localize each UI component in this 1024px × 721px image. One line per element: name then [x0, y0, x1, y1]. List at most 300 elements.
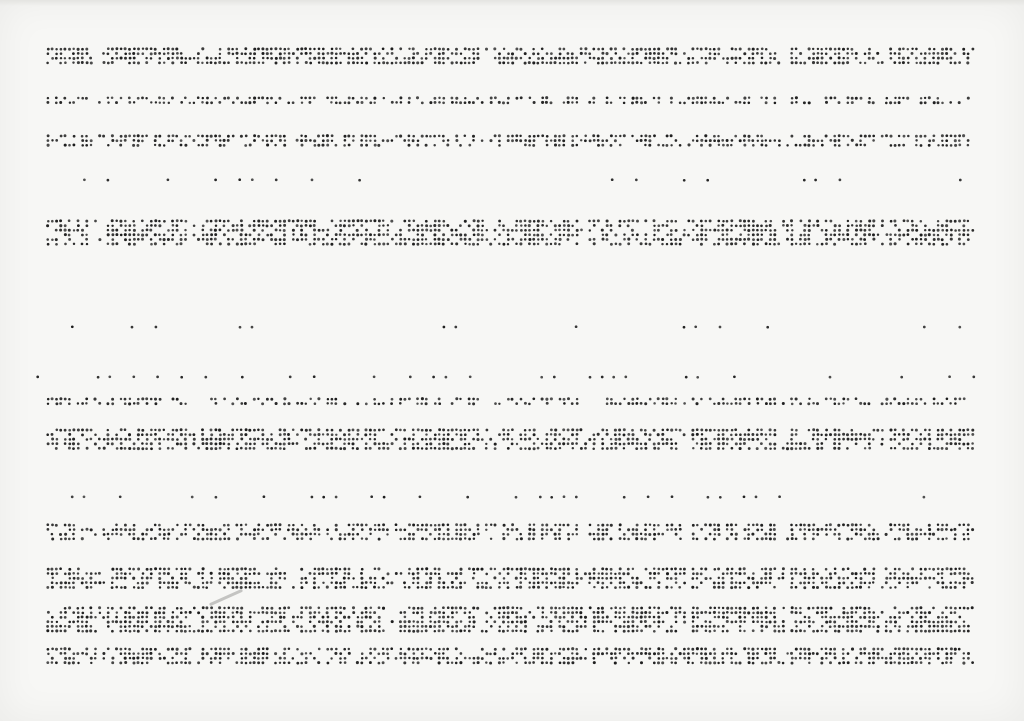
braille-dot	[795, 648, 798, 651]
braille-dot	[731, 568, 734, 571]
braille-dot	[670, 586, 672, 588]
braille-dot	[807, 238, 810, 241]
braille-dot	[69, 577, 71, 579]
braille-dot	[511, 630, 514, 633]
braille-dot	[623, 616, 625, 618]
braille-dot	[606, 402, 609, 405]
braille-dot	[906, 647, 909, 650]
braille-dot	[924, 577, 927, 580]
braille-dot	[404, 442, 407, 445]
braille-dot	[533, 582, 536, 585]
braille-dot	[713, 48, 716, 51]
braille-dot	[515, 57, 518, 60]
braille-dot	[756, 52, 759, 55]
braille-dot	[120, 56, 123, 59]
braille-dot	[429, 52, 432, 55]
braille-dot	[68, 433, 71, 436]
braille-dot	[540, 376, 543, 379]
braille-dot	[176, 229, 179, 232]
braille-dot	[576, 398, 578, 400]
braille-dot	[266, 647, 269, 650]
braille-dot	[558, 47, 561, 50]
braille-dot	[326, 233, 329, 236]
braille-dot	[124, 625, 127, 628]
braille-dot	[171, 61, 174, 64]
braille-dot	[313, 577, 316, 580]
braille-dot	[412, 447, 415, 450]
braille-dot	[477, 233, 480, 236]
braille-dot	[128, 533, 131, 536]
braille-dot	[666, 134, 669, 137]
braille-dot	[141, 648, 144, 651]
braille-dot	[812, 52, 815, 55]
braille-dot	[717, 625, 720, 628]
braille-dot	[485, 529, 487, 531]
braille-dot	[287, 48, 290, 51]
braille-dot	[567, 234, 570, 237]
braille-dot	[722, 238, 725, 241]
braille-dot	[812, 139, 815, 142]
braille-dot	[761, 537, 764, 540]
braille-dot	[322, 61, 325, 64]
braille-dot	[937, 573, 940, 576]
braille-dot	[443, 326, 446, 329]
braille-dot	[292, 620, 295, 623]
braille-dot	[103, 533, 106, 536]
braille-dot	[464, 433, 467, 436]
braille-dot	[81, 229, 84, 232]
braille-dot	[455, 625, 458, 628]
braille-dot	[300, 229, 303, 232]
braille-dot	[218, 429, 221, 432]
braille-dot	[920, 220, 923, 223]
braille-dot	[481, 238, 484, 241]
braille-dot	[834, 630, 837, 633]
braille-line	[36, 375, 975, 378]
braille-dot	[648, 625, 651, 628]
braille-dot	[657, 397, 660, 400]
braille-dot	[579, 428, 582, 431]
braille-dot	[920, 533, 922, 535]
braille-dot	[898, 442, 901, 445]
braille-dot	[283, 397, 286, 400]
braille-dot	[829, 648, 832, 651]
braille-dot	[692, 620, 694, 622]
braille-dot	[73, 524, 76, 527]
braille-dot	[206, 581, 209, 584]
braille-dot	[150, 238, 153, 241]
braille-dot	[348, 219, 351, 222]
braille-dot	[687, 234, 690, 237]
braille-dot	[344, 630, 347, 633]
braille-dot	[64, 442, 67, 445]
braille-dot	[817, 52, 820, 55]
braille-dot	[365, 586, 368, 589]
braille-dot	[756, 523, 759, 526]
braille-dot	[855, 606, 858, 609]
braille-dot	[610, 582, 613, 585]
braille-dot	[77, 52, 80, 55]
braille-dot	[743, 567, 746, 570]
braille-dot	[933, 447, 935, 449]
braille-dot	[576, 533, 578, 535]
braille-dot	[72, 52, 75, 55]
braille-dot	[262, 443, 265, 446]
braille-dot	[714, 607, 717, 610]
braille-dot	[679, 572, 682, 575]
braille-dot	[799, 648, 802, 651]
braille-dot	[782, 572, 785, 575]
braille-dot	[64, 573, 67, 576]
braille-dot	[214, 97, 216, 99]
braille-dot	[120, 428, 123, 431]
braille-dot	[107, 243, 110, 246]
braille-dot	[954, 442, 957, 445]
braille-dot	[407, 648, 410, 651]
braille-dot	[193, 57, 195, 59]
braille-dot	[279, 616, 282, 619]
braille-dot	[249, 242, 252, 245]
braille-dot	[713, 438, 715, 440]
braille-dot	[399, 62, 402, 65]
braille-dot	[958, 326, 961, 329]
braille-dot	[958, 572, 961, 575]
braille-dot	[90, 139, 93, 142]
braille-dot	[619, 625, 622, 628]
braille-dot	[615, 611, 618, 614]
braille-dot	[679, 144, 682, 147]
braille-dot	[559, 648, 561, 650]
braille-dot	[133, 528, 136, 531]
braille-dot	[352, 139, 354, 141]
braille-dot	[572, 586, 575, 589]
braille-dot	[898, 611, 901, 614]
braille-dot	[623, 581, 626, 584]
braille-dot	[68, 429, 71, 432]
braille-dot	[532, 238, 535, 241]
braille-dot	[284, 139, 286, 141]
braille-dot	[421, 630, 423, 632]
braille-dot	[610, 57, 613, 60]
braille-dot	[563, 220, 566, 223]
braille-dot	[210, 229, 213, 232]
braille-dot	[451, 581, 454, 584]
braille-dot	[907, 62, 909, 64]
braille-dot	[713, 57, 716, 60]
braille-dot	[867, 402, 870, 405]
braille-dot	[748, 48, 751, 51]
braille-dot	[679, 528, 682, 531]
braille-dot	[318, 48, 321, 51]
braille-dot	[567, 611, 570, 614]
braille-dot	[425, 220, 428, 223]
braille-dot	[790, 611, 793, 614]
braille-dot	[476, 97, 479, 100]
braille-dot	[202, 606, 205, 609]
braille-dot	[300, 233, 303, 236]
braille-dot	[313, 528, 316, 531]
braille-dot	[468, 238, 471, 241]
braille-dot	[597, 433, 600, 436]
braille-dot	[631, 615, 634, 618]
braille-dot	[235, 524, 238, 527]
braille-dot	[202, 648, 205, 651]
braille-dot	[644, 586, 647, 589]
braille-dot	[219, 53, 221, 55]
braille-dot	[378, 219, 381, 222]
braille-dot	[163, 53, 166, 56]
braille-dot	[171, 97, 174, 100]
braille-dot	[721, 224, 724, 227]
braille-dot	[550, 243, 552, 245]
braille-dot	[64, 61, 67, 64]
braille-dot	[791, 442, 794, 445]
braille-dot	[279, 57, 282, 60]
braille-dot	[571, 139, 574, 142]
braille-dot	[331, 97, 334, 100]
braille-dot	[816, 572, 819, 575]
braille-dot	[751, 433, 754, 436]
braille-dot	[709, 144, 712, 147]
braille-dot	[674, 572, 677, 575]
braille-dot	[670, 528, 673, 531]
braille-dot	[241, 376, 244, 379]
braille-dot	[958, 229, 961, 232]
braille-dot	[102, 135, 105, 138]
braille-dot	[288, 219, 291, 222]
braille-dot	[966, 57, 969, 60]
braille-dot	[606, 433, 609, 436]
braille-dot	[472, 577, 475, 580]
braille-dot	[163, 568, 166, 571]
braille-dot	[459, 233, 462, 236]
braille-dot	[838, 537, 841, 540]
braille-dot	[275, 528, 277, 530]
braille-dot	[408, 101, 411, 104]
braille-dot	[760, 581, 763, 584]
braille-dot	[313, 233, 316, 236]
braille-dot	[296, 533, 299, 536]
braille-dot	[370, 581, 373, 584]
braille-dot	[270, 572, 273, 575]
braille-dot	[159, 398, 162, 401]
braille-dot	[360, 219, 363, 222]
braille-dot	[201, 47, 204, 50]
braille-dot	[481, 101, 484, 104]
braille-dot	[438, 61, 441, 64]
braille-dot	[420, 528, 422, 530]
braille-dot	[202, 582, 204, 584]
braille-dot	[416, 442, 419, 445]
braille-dot	[382, 442, 385, 445]
braille-dot	[412, 443, 415, 446]
braille-dot	[915, 62, 917, 64]
braille-dot	[722, 437, 725, 440]
braille-dot	[932, 568, 935, 571]
braille-dot	[347, 616, 350, 619]
braille-dot	[752, 57, 755, 60]
braille-dot	[498, 572, 501, 575]
braille-dot	[159, 607, 162, 610]
braille-dot	[967, 139, 970, 142]
braille-dot	[907, 537, 910, 540]
braille-dot	[360, 224, 363, 227]
braille-dot	[808, 620, 811, 623]
braille-dot	[572, 447, 574, 449]
braille-dot	[662, 52, 665, 55]
braille-dot	[636, 139, 639, 142]
braille-dot	[756, 48, 759, 51]
braille-dot	[644, 238, 647, 241]
braille-dot	[159, 620, 162, 623]
braille-dot	[72, 101, 75, 104]
braille-dot	[326, 586, 329, 589]
braille-dot	[666, 224, 669, 227]
braille-dot	[889, 577, 892, 580]
braille-dot	[812, 586, 815, 589]
braille-dot	[928, 96, 931, 99]
braille-dot	[701, 625, 704, 628]
braille-dot	[524, 429, 527, 432]
braille-dot	[446, 443, 449, 446]
braille-dot	[549, 61, 552, 64]
braille-dot	[59, 625, 62, 628]
braille-dot	[718, 238, 721, 241]
braille-dot	[718, 607, 720, 609]
braille-dot	[601, 524, 604, 527]
braille-dot	[89, 606, 92, 609]
braille-dot	[937, 647, 940, 650]
braille-dot	[102, 528, 105, 531]
braille-dot	[468, 398, 471, 401]
braille-dot	[559, 568, 562, 571]
braille-dot	[533, 442, 536, 445]
braille-dot	[446, 144, 449, 147]
braille-dot	[447, 433, 450, 436]
braille-dot	[967, 229, 970, 232]
braille-dot	[51, 220, 54, 223]
braille-dot	[146, 229, 149, 232]
braille-dot	[468, 616, 471, 619]
braille-dot	[524, 577, 527, 580]
braille-dot	[825, 398, 828, 401]
braille-dot	[77, 429, 80, 432]
braille-dot	[761, 529, 763, 531]
braille-dot	[701, 224, 704, 227]
braille-dot	[928, 620, 931, 623]
braille-dot	[85, 135, 88, 138]
braille-dot	[601, 567, 604, 570]
braille-dot	[206, 233, 209, 236]
braille-dot	[722, 607, 724, 609]
braille-dot	[128, 433, 131, 436]
braille-dot	[343, 442, 346, 445]
braille-dot	[842, 48, 845, 51]
braille-dot	[773, 433, 776, 436]
braille-dot	[601, 620, 604, 623]
braille-dot	[46, 523, 49, 526]
braille-dot	[899, 528, 902, 531]
braille-dot	[795, 625, 797, 627]
braille-dot	[726, 611, 729, 614]
braille-dot	[605, 577, 608, 580]
braille-dot	[648, 135, 651, 138]
braille-dot	[180, 433, 183, 436]
braille-dot	[326, 139, 329, 142]
braille-dot	[532, 61, 535, 64]
braille-dot	[133, 524, 136, 527]
braille-dot	[657, 612, 660, 615]
braille-dot	[408, 48, 410, 50]
braille-dot	[395, 243, 398, 246]
braille-dot	[563, 495, 566, 498]
braille-dot	[550, 567, 553, 570]
braille-dot	[674, 567, 677, 570]
braille-dot	[124, 616, 127, 619]
braille-dot	[838, 582, 841, 585]
braille-dot	[674, 52, 677, 55]
braille-dot	[463, 523, 466, 526]
braille-dot	[958, 433, 961, 436]
braille-dot	[253, 101, 256, 104]
braille-dot	[675, 398, 677, 400]
braille-dot	[709, 229, 711, 231]
braille-dot	[304, 577, 307, 580]
braille-dot	[885, 629, 888, 632]
braille-dot	[283, 238, 286, 241]
braille-dot	[816, 220, 819, 223]
braille-dot	[588, 52, 591, 55]
braille-dot	[837, 630, 840, 633]
braille-dot	[133, 57, 136, 60]
braille-dot	[266, 220, 269, 223]
braille-dot	[180, 52, 183, 55]
braille-dot	[498, 403, 500, 405]
braille-dot	[537, 606, 540, 609]
braille-dot	[571, 52, 574, 55]
braille-dot	[236, 224, 239, 227]
braille-dot	[872, 529, 875, 532]
braille-dot	[214, 447, 217, 450]
braille-dot	[640, 48, 643, 51]
braille-dot	[550, 220, 552, 222]
braille-dot	[432, 376, 435, 379]
braille-dot	[623, 102, 626, 105]
braille-dot	[55, 402, 58, 405]
braille-dot	[305, 224, 308, 227]
braille-dot	[734, 586, 737, 589]
braille-dot	[430, 447, 432, 449]
braille-dot	[382, 57, 385, 60]
braille-dot	[597, 647, 600, 650]
braille-dot	[506, 57, 509, 60]
braille-dot	[959, 179, 962, 182]
braille-dot	[545, 586, 548, 589]
braille-dot	[313, 97, 316, 100]
braille-dot	[399, 229, 402, 232]
braille-dot	[266, 398, 269, 401]
braille-dot	[941, 52, 944, 55]
braille-dot	[833, 533, 836, 536]
braille-dot	[747, 135, 750, 138]
braille-dot	[485, 48, 488, 51]
braille-dot	[141, 577, 144, 580]
braille-dot	[528, 61, 531, 64]
braille-dot	[834, 97, 837, 100]
braille-dot	[795, 57, 797, 59]
braille-dot	[580, 447, 583, 450]
braille-dot	[502, 533, 505, 536]
